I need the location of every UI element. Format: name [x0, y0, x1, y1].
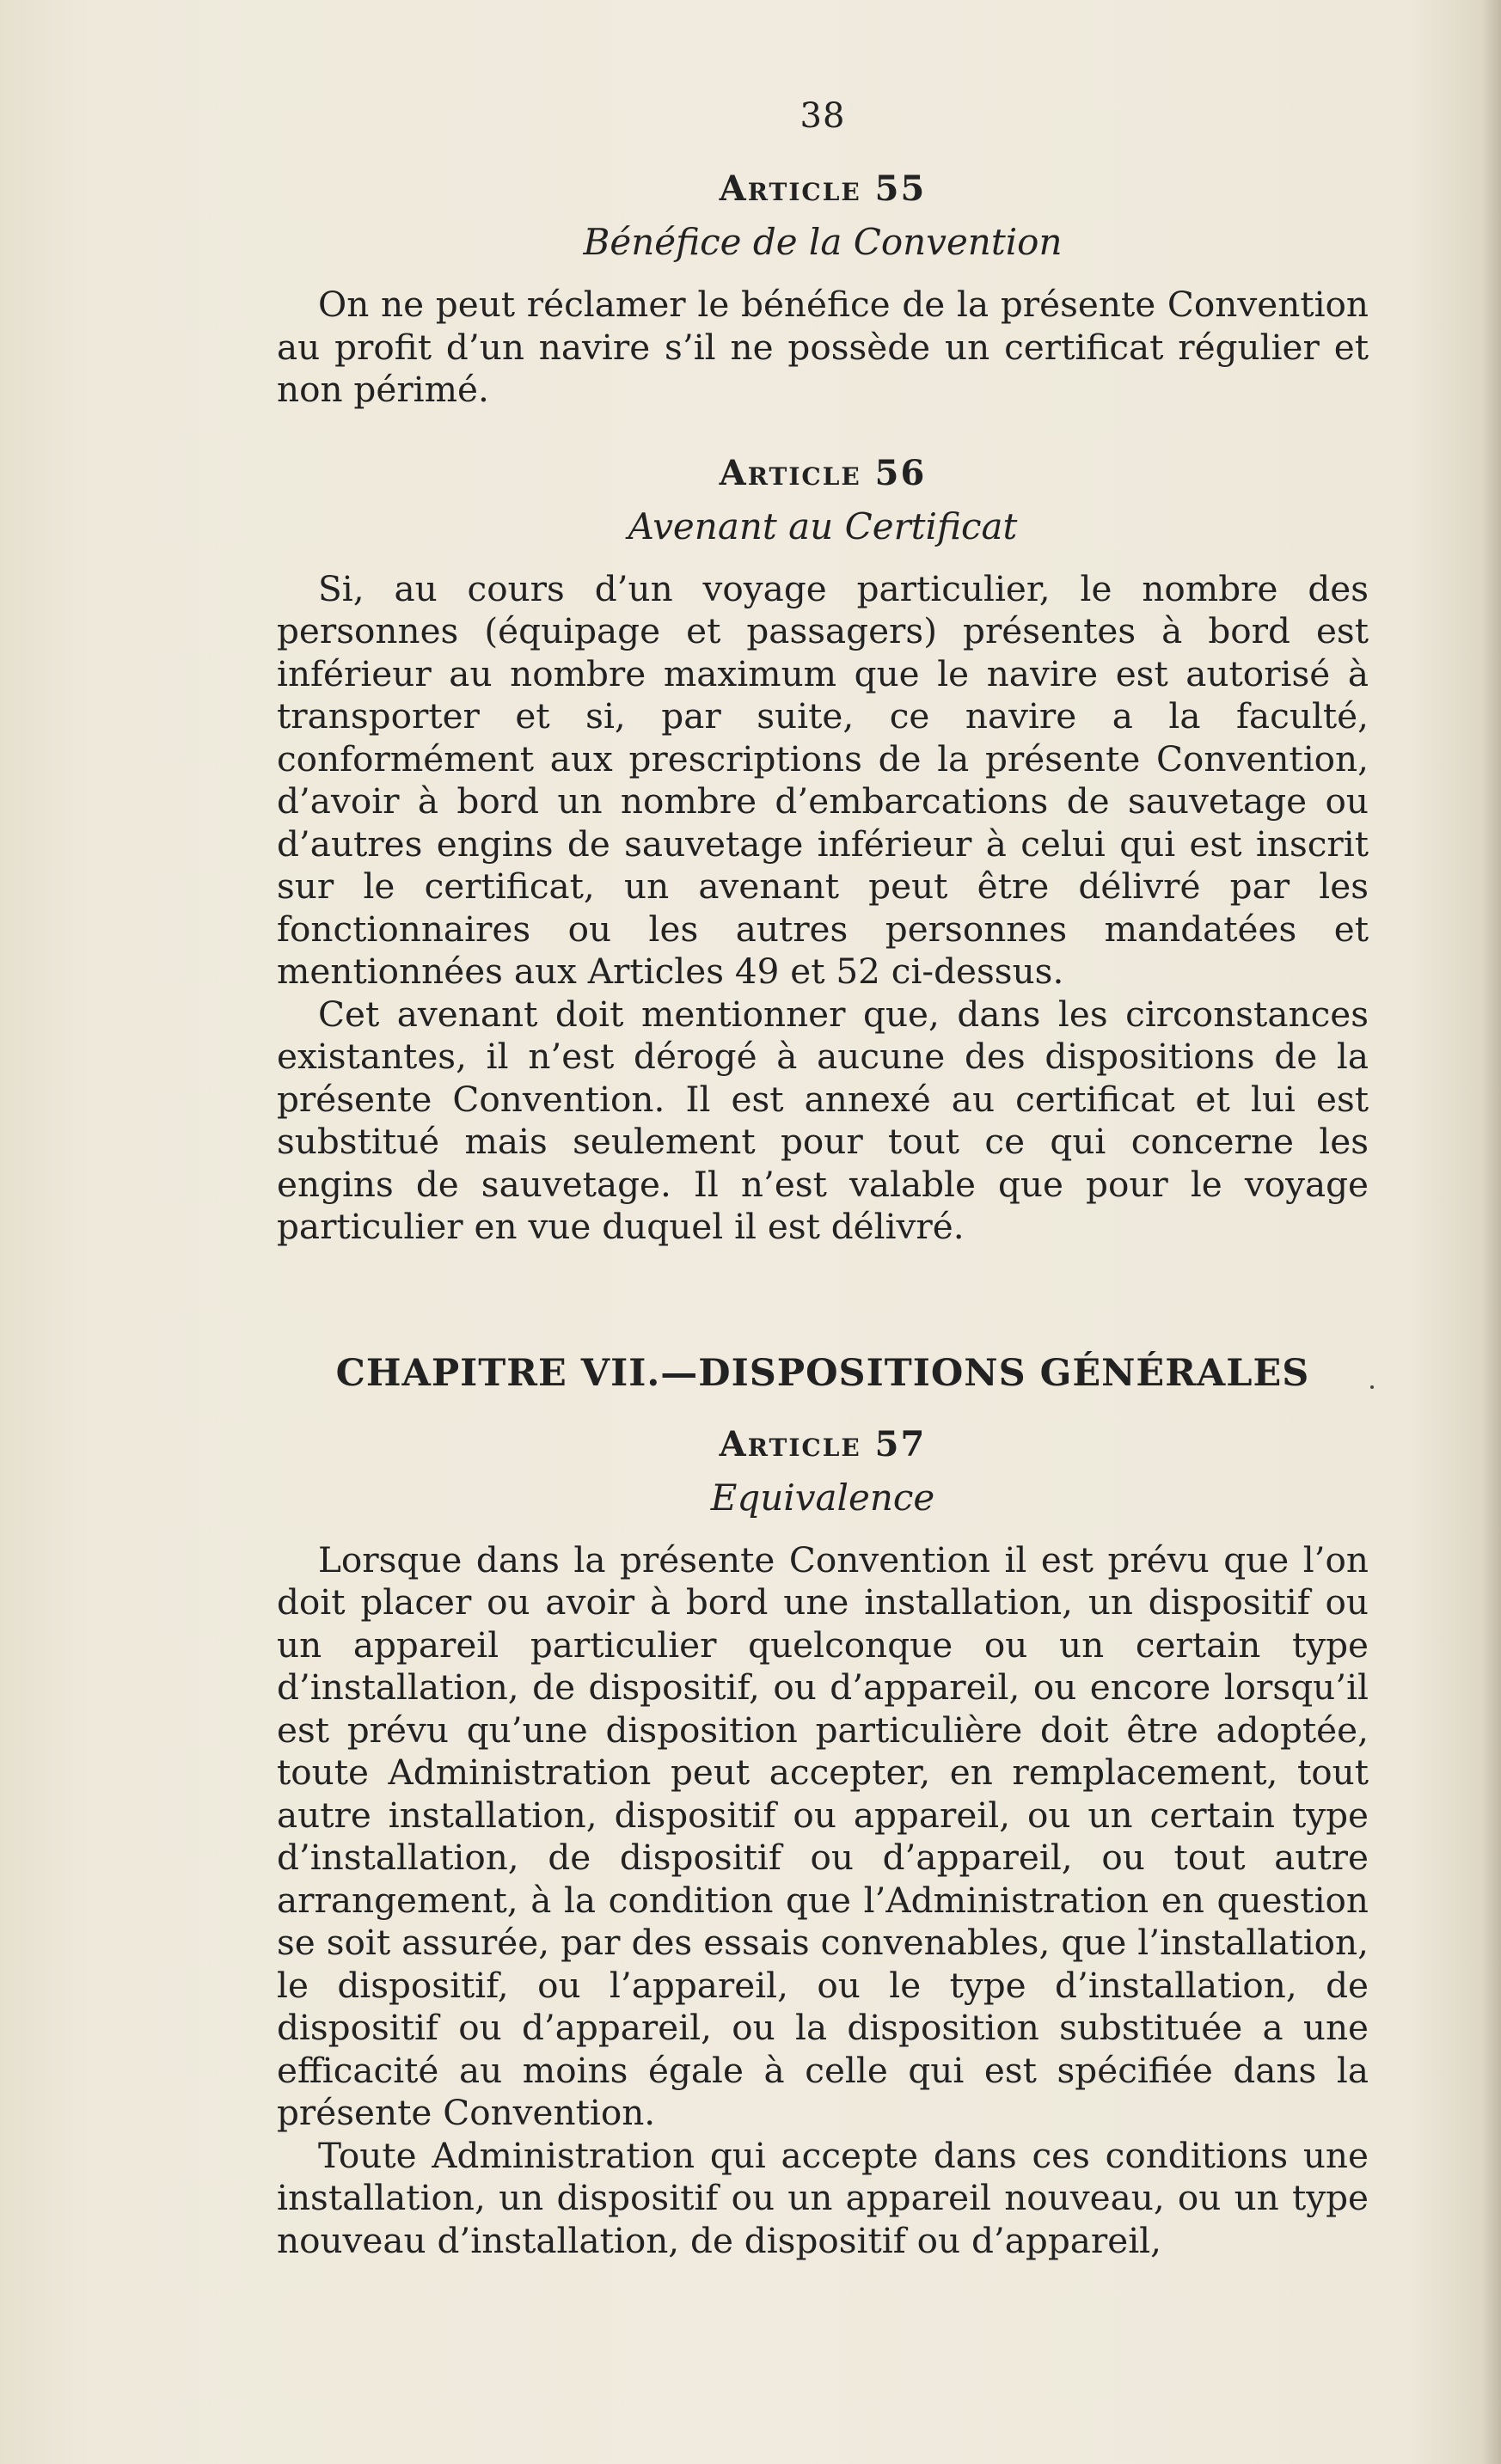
article-title: Avenant au Certificat	[628, 504, 1018, 547]
article-title: Equivalence	[710, 1476, 935, 1519]
chapter-heading: CHAPITRE VII.—DISPOSITIONS GÉNÉRALES	[335, 1351, 1310, 1395]
paragraph: Toute Administration qui accepte dans ces conditions une installation, un dispositif ou un appareil nouveau, ou un type nouveau d’installation, de dispositif ou d’appareil,	[277, 2134, 1369, 2261]
paragraph: Lorsque dans la présente Convention il est prévu que l’on doit placer ou avoir à bord une installation, un dispositif ou un appareil particulier quelconque ou un certain type d’installation, de dispositif, ou d’appareil, ou encore lorsqu’il est prévu qu’une disposition particulière doit être adoptée, toute Administration peut accepter, en remplacement, tout autre installation, dispositif ou appareil, ou un certain type d’installation, de dispositif ou d’appareil, ou tout autre arrangement, à la condition que l’Administration en question se soit assurée, par des essais convenables, que l’installation, le dispositif, ou l’appareil, ou le type d’installation, de dispositif ou d’appareil, ou la disposition substituée a une efficacité au moins égale à celle qui est spécifiée dans la présente Convention.	[277, 1538, 1369, 2133]
article-heading: Article 57	[719, 1423, 927, 1464]
print-speck	[1370, 1385, 1374, 1389]
paragraph: On ne peut réclamer le bénéfice de la présente Convention au profit d’un navire s’il ne possède un certificat régulier et non périmé.	[277, 284, 1369, 410]
paragraph: Si, au cours d’un voyage particulier, le nombre des personnes (équipage et passagers) présentes à bord est inférieur au nombre maximum que le navire est autorisé à transporter et si, par suite, ce navire a la faculté, conformément aux prescriptions de la présente Convention, d’avoir à bord un nombre d’embarcations de sauvetage ou d’autres engins de sauvetage inférieur à celui qui est inscrit sur le certificat, un avenant peut être délivré par les fonctionnaires ou les autres personnes mandatées et mentionnées aux Articles 49 et 52 ci-dessus.	[277, 567, 1369, 992]
article-heading: Article 56	[719, 452, 927, 493]
article-55	[277, 168, 1369, 412]
article-56	[277, 453, 1369, 1249]
article-57	[277, 1424, 1369, 2263]
article-heading: Article 55	[719, 168, 927, 209]
page-number: 38	[800, 96, 846, 136]
page-body	[277, 96, 1369, 2262]
paragraph: Cet avenant doit mentionner que, dans les circonstances existantes, il n’est dérogé à aucune des dispositions de la présente Convention. Il est annexé au certificat et lui est substitué mais seulement pour tout ce qui concerne les engins de sauvetage. Il n’est valable que pour le voyage particulier en vue duquel il est délivré.	[277, 993, 1369, 1247]
page-edge-shadow	[1482, 0, 1501, 2464]
article-title: Bénéfice de la Convention	[583, 221, 1063, 263]
